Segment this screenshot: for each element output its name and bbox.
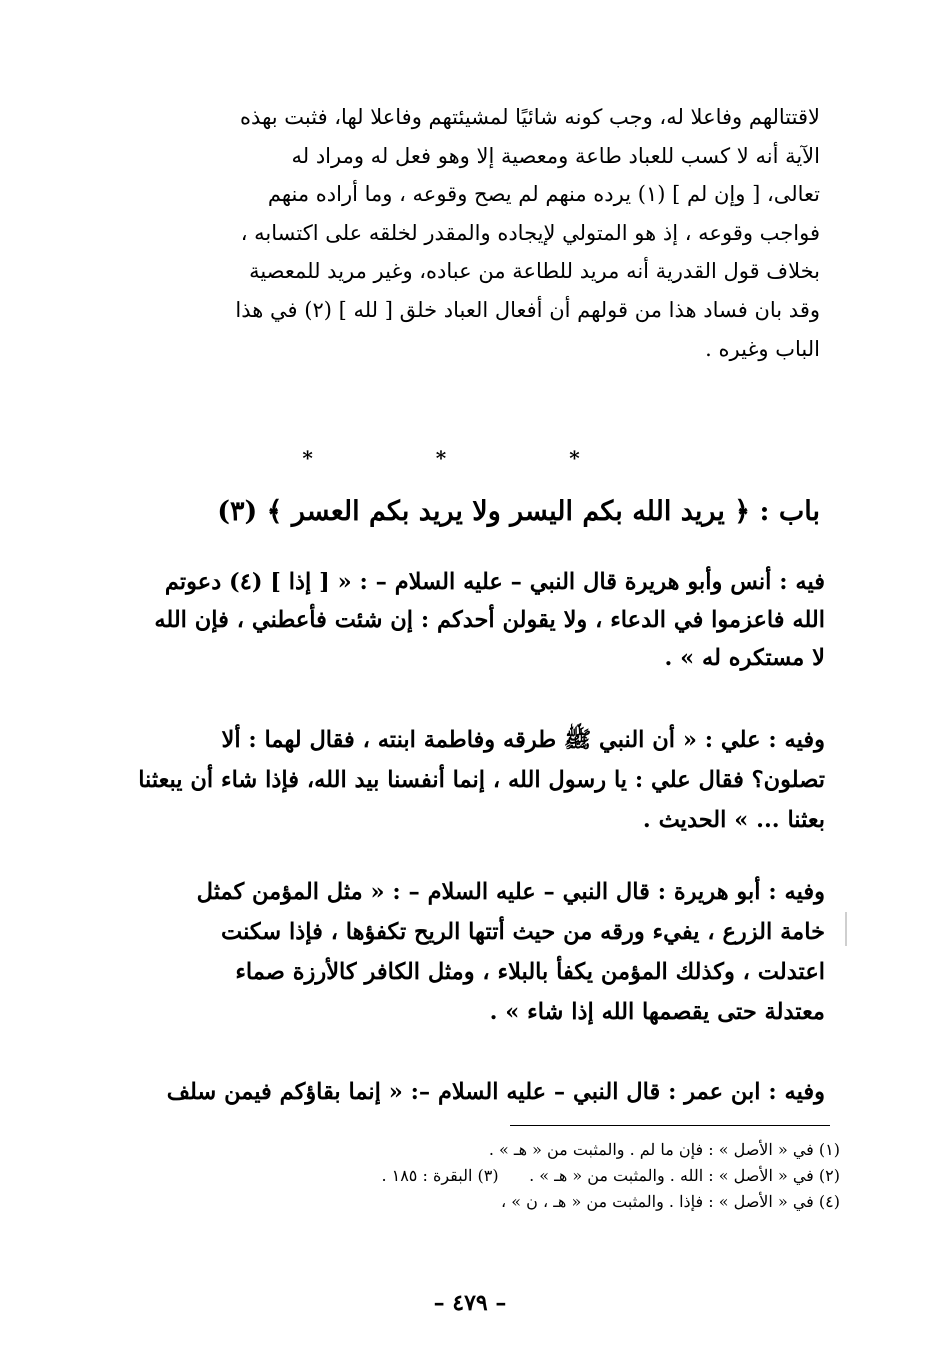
footnote-divider xyxy=(510,1125,830,1126)
text-line: بخلاف قول القدرية أنه مريد للطاعة من عباده، وغير مريد للمعصية xyxy=(249,259,820,284)
footnote: (١) في « الأصل » : فإن ما لم . والمثبت من « هـ » . xyxy=(488,1140,840,1159)
text-line: خامة الزرع ، يفيء ورقه من حيث أتتها الريح تكفؤها ، فإذا سكنت xyxy=(220,919,825,945)
text-line: تصلون؟ فقال علي : يا رسول الله ، إنما أنفسنا بيد الله، فإذا شاء أن يبعثنا xyxy=(138,767,825,793)
text-line: الله فاعزموا في الدعاء ، ولا يقولن أحدكم : إن شئت فأعطني ، فإن الله xyxy=(154,607,825,633)
text-line: لا مستكره له » . xyxy=(664,645,825,671)
text-line: وفيه : علي : « أن النبي ﷺ طرقه وفاطمة ابنته ، فقال لهما : ألا xyxy=(221,727,825,753)
margin-mark xyxy=(845,912,847,946)
paragraph-commentary xyxy=(130,98,820,368)
page-number: – ٤٧٩ – xyxy=(433,1290,507,1316)
text-line: وفيه : ابن عمر : قال النبي – عليه السلام –: « إنما بقاؤكم فيمن سلف xyxy=(166,1079,825,1105)
footnote: (٤) في « الأصل » : فإذا . والمثبت من « هـ ، ن » ، xyxy=(501,1192,840,1211)
text-line: بعثنا ... » الحديث . xyxy=(642,807,825,833)
text-line: الآية أنه لا كسب للعباد طاعة ومعصية إلا وهو فعل له ومراد له xyxy=(291,143,820,168)
footnotes xyxy=(280,1137,840,1215)
text-line: وفيه : أبو هريرة : قال النبي – عليه السلام – : « مثل المؤمن كمثل xyxy=(196,879,825,905)
text-line: وقد بان فساد هذا من قولهم أن أفعال العباد خلق [ لله ] (٢) في هذا xyxy=(235,297,820,322)
footnote: (٢) في « الأصل » : الله . والمثبت من « هـ » . (٣) البقرة : ١٨٥ . xyxy=(381,1166,840,1185)
text-line: فواجب وقوعه ، إذ هو المتولي لإيجاده والمقدر لخلقه على اكتسابه ، xyxy=(240,220,820,245)
chapter-heading: باب : ﴿ يريد الله بكم اليسر ولا يريد بكم العسر ﴾ (٣) xyxy=(217,496,820,527)
text-line: لاقتتالهم وفاعلا له، وجب كونه شائيًا لمشيئتهم وفاعلا لها، فثبت بهذه xyxy=(240,105,820,129)
section-separator: * * * xyxy=(302,446,638,470)
text-line: الباب وغيره . xyxy=(705,336,820,361)
text-line: اعتدلت ، وكذلك المؤمن يكفأ بالبلاء ، ومثل الكافر كالأرزة صماء xyxy=(235,959,825,985)
text-line: فيه : أنس وأبو هريرة قال النبي – عليه السلام – : « [ إذا ] (٤) دعوتم xyxy=(164,569,825,595)
hadith-paragraph-anas xyxy=(135,563,825,677)
text-line: معتدلة حتى يقصمها الله إذا شاء » . xyxy=(489,999,825,1025)
hadith-paragraph-abu-hurayra xyxy=(135,872,825,1032)
hadith-paragraph-ibn-umar xyxy=(135,1072,825,1112)
text-line: تعالى، [ وإن لم ] (١) يرده منهم لم يصح وقوعه ، وما أراده منهم xyxy=(267,182,820,207)
hadith-paragraph-ali xyxy=(135,720,825,840)
